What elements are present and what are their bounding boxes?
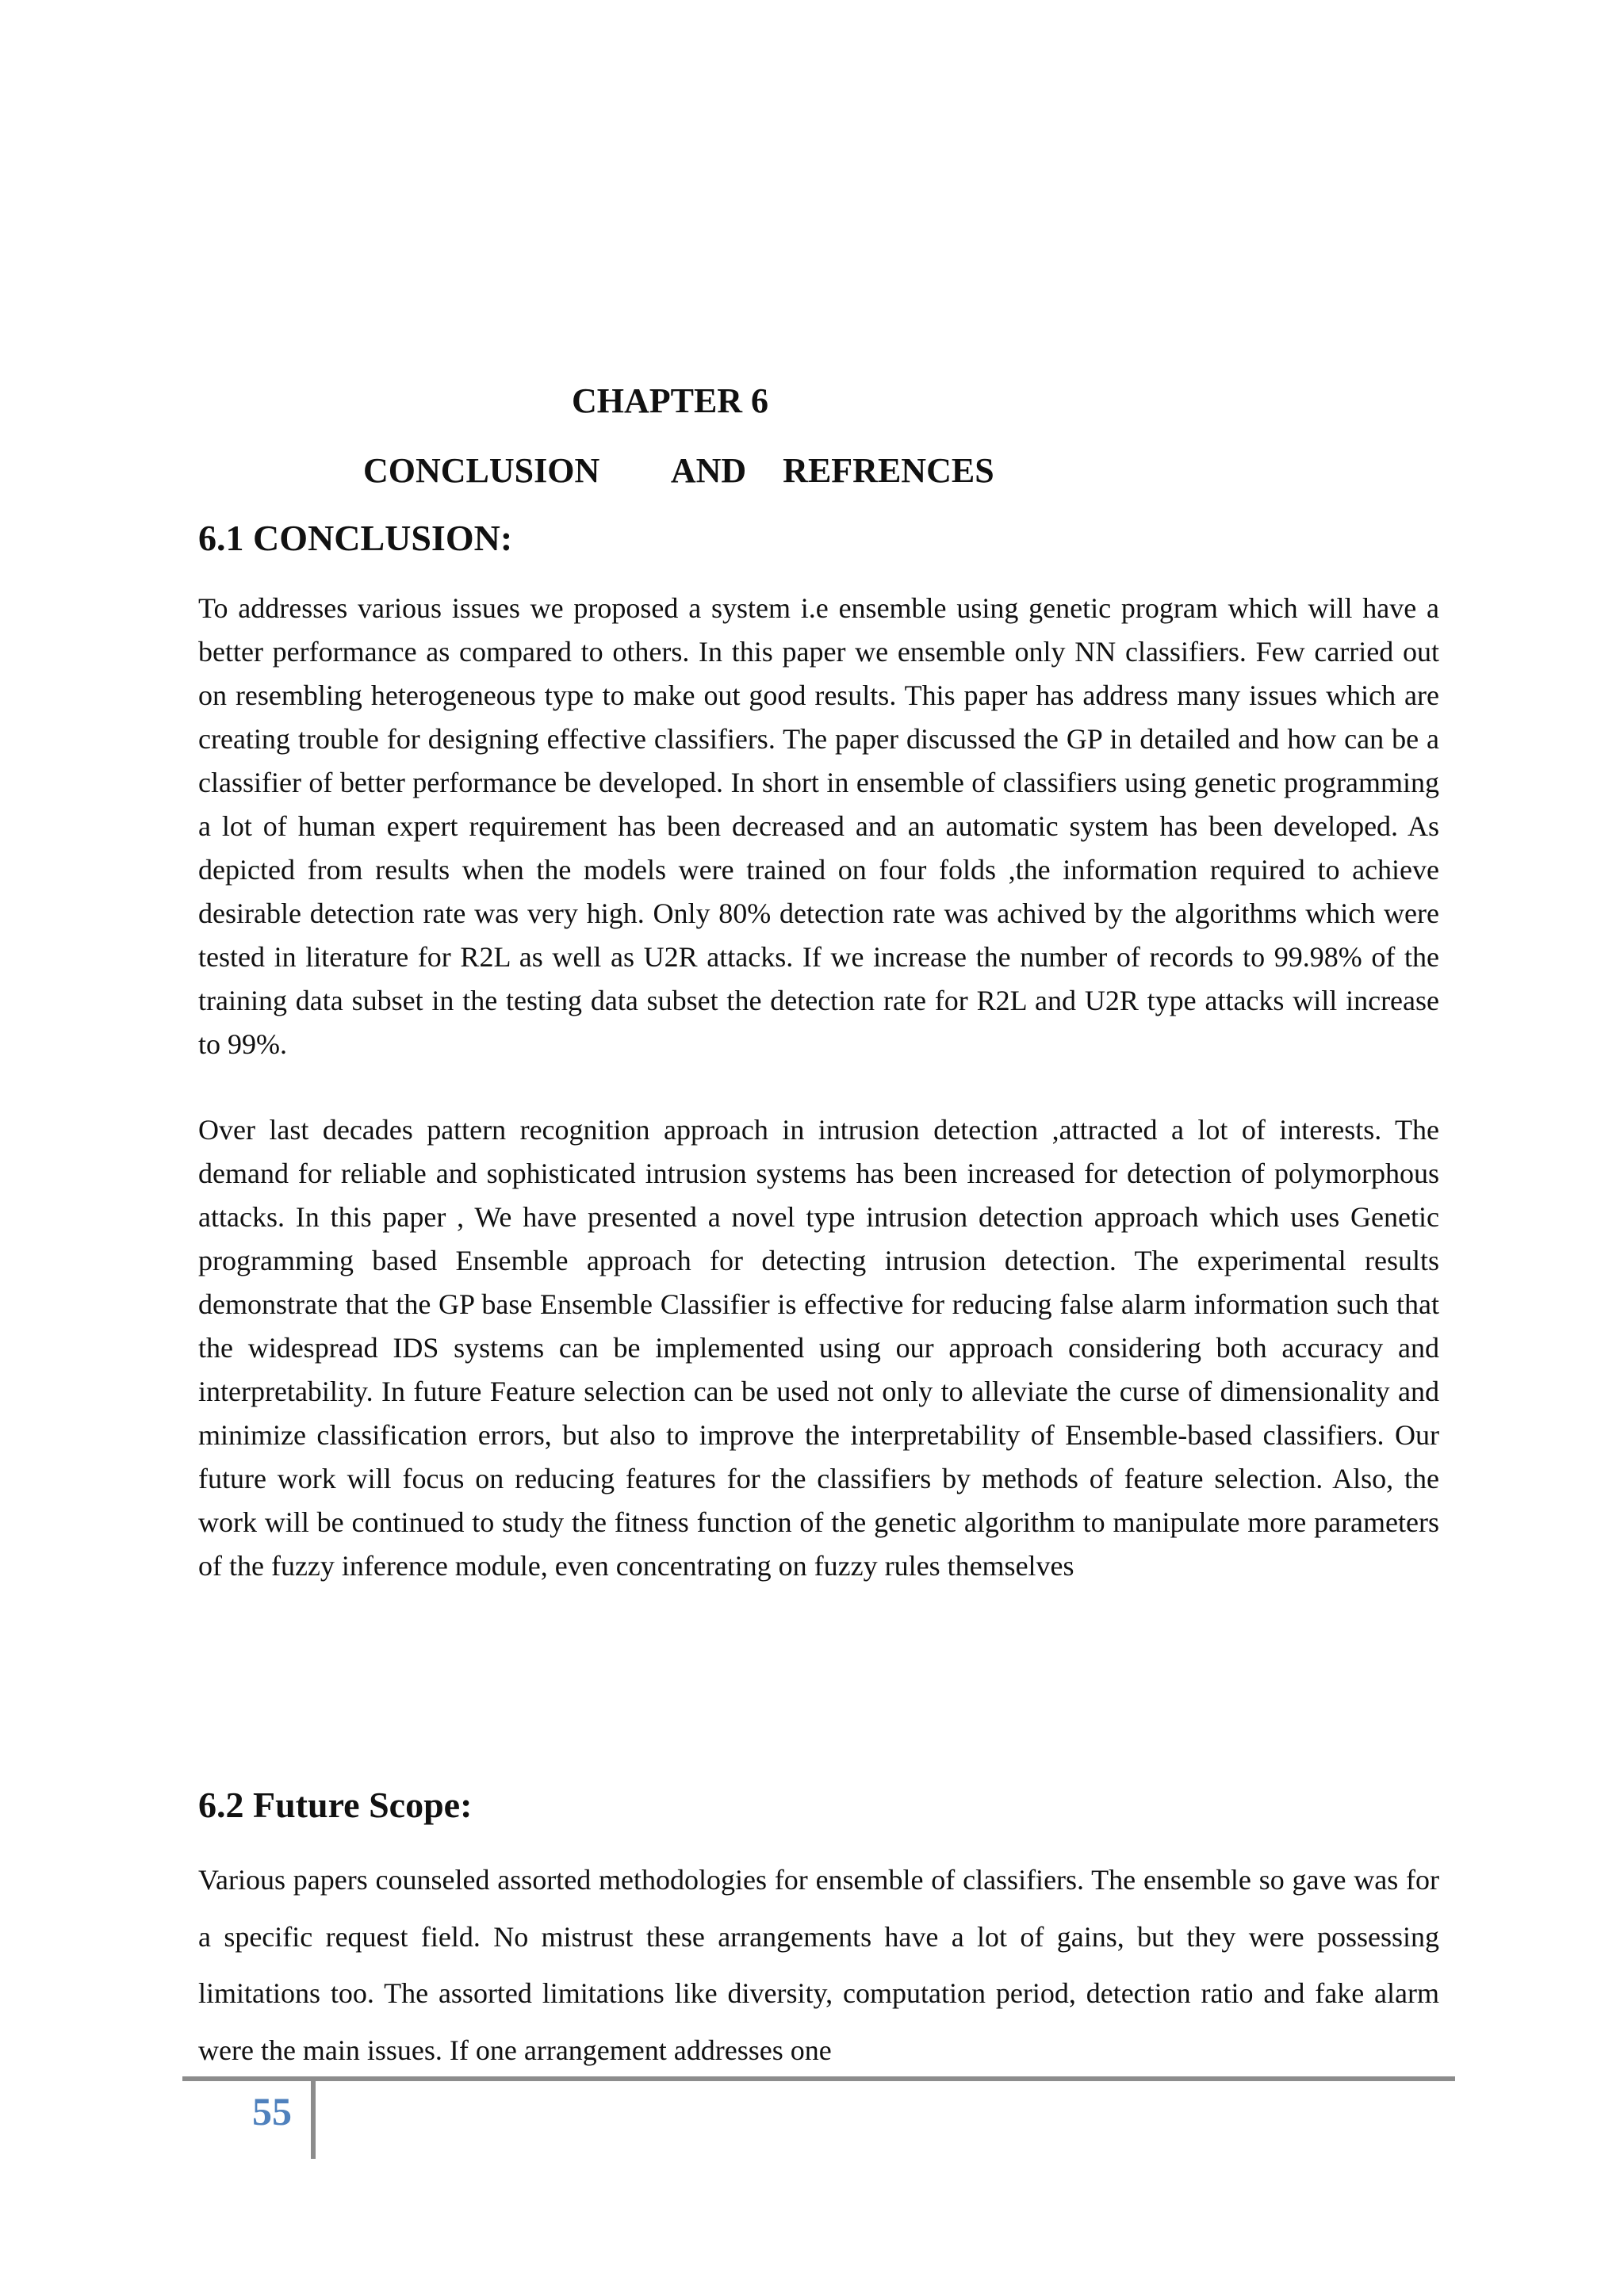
footer-vertical-rule [311,2080,316,2159]
footer-horizontal-rule [182,2076,1455,2081]
section-heading-conclusion: 6.1 CONCLUSION: [198,518,513,558]
chapter-title: CHAPTER 6 [571,381,769,420]
chapter-subtitle: CONCLUSION AND REFRENCES [363,451,994,490]
section-heading-future-scope: 6.2 Future Scope: [198,1785,473,1825]
conclusion-paragraph-1: To addresses various issues we proposed a system i.e ensemble using genetic program which will have a better performance as compared to others. In this paper we ensemble only NN classifiers. Few carried out on resembling heterogeneous type to make out good results. This paper has address many issues which are creating trouble for designing effective classifiers. The paper discussed the GP in detailed and how can be a classifier of better performance be developed. In short in ensemble of classifiers using genetic programming a lot of human expert requirement has been decreased and an automatic system has been developed. As depicted from results when the models were trained on four folds ,the information required to achieve desirable detection rate was very high. Only 80% detection rate was achived by the algorithms which were tested in literature for R2L as well as U2R attacks. If we increase the number of records to 99.98% of the training data subset in the testing data subset the detection rate for R2L and U2R type attacks will increase to 99%. [198,592,1439,1060]
page-number: 55 [252,2089,292,2133]
conclusion-paragraph-2: Over last decades pattern recognition approach in intrusion detection ,attracted a lot of interests. The demand for reliable and sophisticated intrusion systems has been increased for detection of polymorphous attacks. In this paper , We have presented a novel type intrusion detection approach which uses Genetic programming based Ensemble approach for detecting intrusion detection. The experimental results demonstrate that the GP base Ensemble Classifier is effective for reducing false alarm information such that the widespread IDS systems can be implemented using our approach considering both accuracy and interpretability. In future Feature selection can be used not only to alleviate the curse of dimensionality and minimize classification errors, but also to improve the interpretability of Ensemble-based classifiers. Our future work will focus on reducing features for the classifiers by methods of feature selection. Also, the work will be continued to study the fitness function of the genetic algorithm to manipulate more parameters of the fuzzy inference module, even concentrating on fuzzy rules themselves [198,1114,1439,1582]
future-scope-paragraph: Various papers counseled assorted methodologies for ensemble of classifiers. The ensemble so gave was for a specific request field. No mistrust these arrangements have a lot of gains, but they were possessing limitations too. The assorted limitations like diversity, computation period, detection ratio and fake alarm were the main issues. If one arrangement addresses one [198,1864,1439,2066]
